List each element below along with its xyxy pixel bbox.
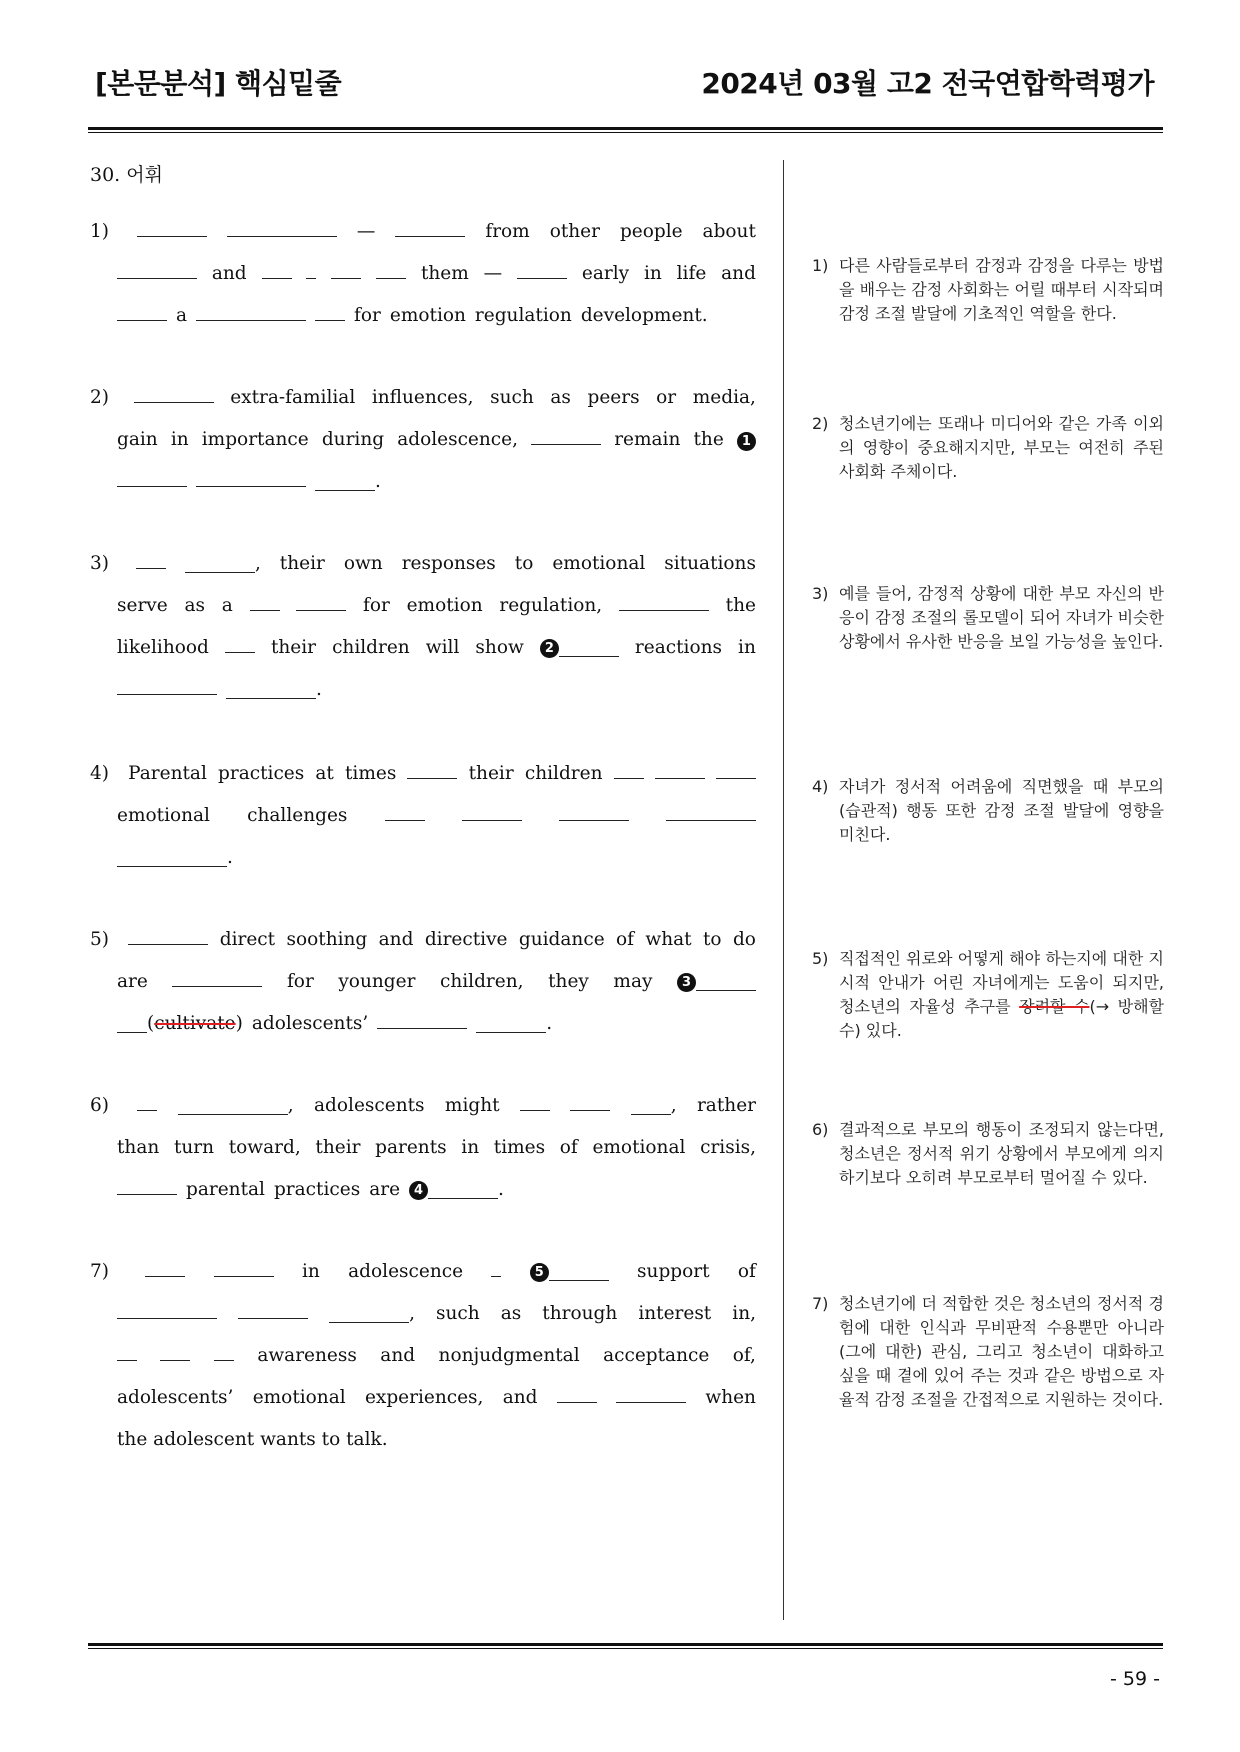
word: children, <box>439 971 524 992</box>
item-number: 1) <box>90 221 109 242</box>
word: the <box>725 595 756 616</box>
word: experiences, <box>364 1387 484 1408</box>
word: children <box>524 763 603 784</box>
word: media, <box>692 387 756 408</box>
fill-in-blank[interactable] <box>137 1092 157 1112</box>
word: . <box>316 679 322 700</box>
question-line <box>90 961 756 1003</box>
footer-rule-thick <box>88 1643 1163 1646</box>
word: them <box>420 263 469 284</box>
header-right-title: 2024년 03월 고2 전국연합학력평가 <box>701 67 1154 100</box>
header-left-title: [본문분석] 핵심밑줄 <box>95 67 342 100</box>
word: regulation <box>474 305 572 326</box>
circled-number-icon: 2 <box>540 639 559 658</box>
translation-number: 6) <box>812 1120 829 1139</box>
word: practices <box>218 763 305 784</box>
word: early <box>581 263 630 284</box>
translation-item <box>812 582 1164 654</box>
word: extra-familial <box>230 387 356 408</box>
translation-number: 7) <box>812 1294 829 1313</box>
question-line <box>90 627 756 669</box>
word: for <box>286 971 314 992</box>
word: the <box>693 429 724 450</box>
word: are <box>369 1179 401 1200</box>
question-line <box>90 1419 756 1461</box>
word: for <box>363 595 390 616</box>
translation-item <box>812 1292 1164 1412</box>
word: development. <box>580 305 708 326</box>
question-line <box>90 795 756 837</box>
word: do <box>732 929 756 950</box>
word: what <box>645 929 692 950</box>
fill-in-blank[interactable] <box>616 1384 686 1404</box>
fill-in-blank[interactable] <box>520 1092 550 1112</box>
word: to <box>514 553 534 574</box>
translation-text: 직접적인 위로와 어떻게 해야 하는지에 대한 지시적 안내가 어린 자녀에게는 도움이 되지만, 청소년의 자율성 추구를 장려할 수(→ 방해할 수) 있다. <box>839 949 1164 1040</box>
word: when <box>705 1387 756 1408</box>
word: to <box>703 929 722 950</box>
word: might <box>444 1095 500 1116</box>
fill-in-blank[interactable] <box>315 472 375 492</box>
fill-in-blank[interactable] <box>136 550 166 570</box>
fill-in-blank[interactable] <box>549 1262 609 1282</box>
translation-number: 5) <box>812 949 829 968</box>
fill-in-blank[interactable] <box>696 972 756 992</box>
word: serve <box>117 595 168 616</box>
word: in <box>461 1137 480 1158</box>
word: . <box>498 1179 504 1200</box>
fill-in-blank[interactable] <box>117 260 197 280</box>
word: their <box>270 637 317 658</box>
word: awareness <box>257 1345 357 1366</box>
word: adolescence, <box>397 429 518 450</box>
word: rather <box>696 1095 756 1116</box>
fill-in-blank[interactable] <box>376 260 406 280</box>
word: such <box>435 1303 480 1324</box>
word: and <box>380 1345 416 1366</box>
question-line <box>90 295 756 337</box>
word: as <box>550 387 571 408</box>
word: , <box>670 1095 677 1116</box>
translation-text: 결과적으로 부모의 행동이 조정되지 않는다면, 청소년은 정서적 위기 상황에서 부모에게 의지하기보다 오히려 부모로부터 멀어질 수 있다. <box>839 1120 1164 1187</box>
word: show <box>475 637 524 658</box>
word: people <box>619 221 683 242</box>
circled-number-icon: 5 <box>530 1263 549 1282</box>
fill-in-blank[interactable] <box>172 968 262 988</box>
fill-in-blank[interactable] <box>559 802 629 822</box>
question-line <box>90 1003 756 1045</box>
word: through <box>542 1303 618 1324</box>
fill-in-blank[interactable] <box>225 634 255 654</box>
fill-in-blank[interactable] <box>185 554 255 574</box>
circled-number-icon: 4 <box>409 1181 428 1200</box>
header-rule-thick <box>88 127 1163 130</box>
question-line <box>90 1335 756 1377</box>
word: reactions <box>634 637 722 658</box>
word: a <box>176 305 188 326</box>
word: younger <box>338 971 416 992</box>
fill-in-blank[interactable] <box>250 592 280 612</box>
fill-in-blank[interactable] <box>117 676 217 696</box>
word: the adolescent wants to talk. <box>117 1429 388 1450</box>
word: their <box>468 763 514 784</box>
question-line <box>90 543 756 585</box>
word: emotional <box>252 1387 346 1408</box>
fill-in-blank[interactable] <box>385 802 425 822</box>
word: peers <box>587 387 640 408</box>
word: crisis, <box>700 1137 756 1158</box>
word: in <box>301 1261 320 1282</box>
word: of <box>559 1137 578 1158</box>
fill-in-blank[interactable] <box>117 468 187 488</box>
fill-in-blank[interactable] <box>117 1300 217 1320</box>
fill-in-blank[interactable] <box>428 1180 498 1200</box>
word: life <box>676 263 707 284</box>
header-rule-thin <box>88 132 1163 133</box>
word: acceptance <box>603 1345 710 1366</box>
item-number: 2) <box>90 387 109 408</box>
word: times <box>345 763 397 784</box>
word: emotional <box>117 805 210 826</box>
translation-item <box>812 947 1164 1043</box>
word: adolescents <box>314 1095 425 1116</box>
word: own <box>343 553 383 574</box>
word: and <box>502 1387 538 1408</box>
word: importance <box>201 429 309 450</box>
word: . <box>227 847 233 868</box>
translation-item <box>812 412 1164 484</box>
word: children <box>332 637 410 658</box>
fill-in-blank[interactable] <box>666 802 756 822</box>
word: in, <box>732 1303 756 1324</box>
word: in <box>170 429 189 450</box>
column-divider <box>783 160 784 1620</box>
word: practices <box>273 1179 361 1200</box>
word: or <box>656 387 677 408</box>
translation-item <box>812 775 1164 847</box>
translation-text: 청소년기에 더 적합한 것은 청소년의 정서적 경험에 대한 인식과 무비판적 수용뿐만 아니라 (그에 대한) 관심, 그리고 청소년이 대화하고 싶을 때 곁에 있어 주는 것과 같은 방법으로 자율적 감정 조절을 간접적으로 지원하는 것이다. <box>839 1294 1164 1409</box>
translation-text: 예를 들어, 감정적 상황에 대한 부모 자신의 반응이 감정 조절의 롤모델이 되어 자녀가 비슷한 상황에서 유사한 반응을 보일 가능성을 높인다. <box>839 584 1164 651</box>
word: Parental <box>128 763 207 784</box>
fill-in-blank[interactable] <box>196 302 306 322</box>
question-line <box>90 1085 756 1127</box>
fill-in-blank[interactable] <box>395 218 465 238</box>
word: parental <box>186 1179 265 1200</box>
fill-in-blank[interactable] <box>117 1014 147 1034</box>
word: as <box>500 1303 522 1324</box>
fill-in-blank[interactable] <box>117 302 167 322</box>
word: — <box>356 221 376 242</box>
fill-in-blank[interactable] <box>214 1258 274 1278</box>
fill-in-blank[interactable] <box>462 802 522 822</box>
word: during <box>321 429 385 450</box>
circled-number-icon: 3 <box>677 973 696 992</box>
word: parents <box>375 1137 447 1158</box>
word: about <box>702 221 756 242</box>
fill-in-blank[interactable] <box>262 260 292 280</box>
fill-in-blank[interactable] <box>329 1304 409 1324</box>
fill-in-blank[interactable] <box>214 1342 234 1362</box>
word: their <box>315 1137 361 1158</box>
word: emotion <box>389 305 466 326</box>
question-line <box>90 253 756 295</box>
fill-in-blank[interactable] <box>315 302 345 322</box>
word: likelihood <box>117 637 209 658</box>
word: , <box>409 1303 415 1324</box>
word: adolescents’ <box>251 1013 369 1034</box>
fill-in-blank[interactable] <box>559 638 619 658</box>
question-item <box>90 753 756 879</box>
question-line <box>90 669 756 711</box>
word: guidance <box>518 929 605 950</box>
word: influences, <box>371 387 474 408</box>
word: gain <box>117 429 158 450</box>
word: adolescence <box>348 1261 464 1282</box>
fill-in-blank[interactable] <box>476 1014 546 1034</box>
fill-in-blank[interactable] <box>716 760 756 780</box>
word: . <box>546 1013 553 1034</box>
fill-in-blank[interactable] <box>407 760 457 780</box>
fill-in-blank[interactable] <box>226 680 316 700</box>
fill-in-blank[interactable] <box>296 592 346 612</box>
struck-word: (cultivate) <box>147 1013 243 1034</box>
word: times <box>493 1137 546 1158</box>
word: may <box>613 971 653 992</box>
word: — <box>483 263 503 284</box>
question-line <box>90 461 756 503</box>
question-line <box>90 1377 756 1419</box>
fill-in-blank[interactable] <box>619 592 709 612</box>
translation-number: 1) <box>812 256 829 275</box>
word: regulation, <box>499 595 603 616</box>
word: will <box>425 637 460 658</box>
footer-rule-thin <box>88 1648 1163 1649</box>
fill-in-blank[interactable] <box>655 760 705 780</box>
question-item <box>90 543 756 711</box>
word: in <box>738 637 756 658</box>
question-line <box>90 1169 756 1211</box>
question-line <box>90 1293 756 1335</box>
word: at <box>315 763 334 784</box>
word: of <box>737 1261 756 1282</box>
fill-in-blank[interactable] <box>160 1342 190 1362</box>
word: direct <box>219 929 276 950</box>
word: , <box>287 1095 294 1116</box>
fill-in-blank[interactable] <box>491 1258 501 1278</box>
fill-in-blank[interactable] <box>117 1342 137 1362</box>
fill-in-blank[interactable] <box>196 468 306 488</box>
question-line <box>90 837 756 879</box>
word: other <box>549 221 600 242</box>
page-number: - 59 - <box>1110 1668 1160 1690</box>
word: situations <box>664 553 756 574</box>
word: and <box>378 929 414 950</box>
word: they <box>548 971 589 992</box>
section-title: 30. 어휘 <box>90 164 163 186</box>
translation-number: 4) <box>812 777 829 796</box>
fill-in-blank[interactable] <box>531 426 601 446</box>
struck-translation: 장려할 수 <box>1019 997 1090 1016</box>
word: directive <box>424 929 508 950</box>
fill-in-blank[interactable] <box>178 1096 288 1116</box>
fill-in-blank[interactable] <box>631 1096 671 1116</box>
word: support <box>637 1261 710 1282</box>
word: nonjudgmental <box>438 1345 580 1366</box>
item-number: 4) <box>90 763 109 784</box>
translation-item <box>812 1118 1164 1190</box>
word: challenges <box>247 805 348 826</box>
fill-in-blank[interactable] <box>137 218 207 238</box>
translation-number: 2) <box>812 414 829 433</box>
fill-in-blank[interactable] <box>128 926 208 946</box>
word: and <box>211 263 247 284</box>
question-line <box>90 1127 756 1169</box>
word: are <box>117 971 148 992</box>
word: of <box>616 929 635 950</box>
translation-text: 다른 사람들로부터 감정과 감정을 다루는 방법을 배우는 감정 사회화는 어릴 때부터 시작되며 감정 조절 발달에 기초적인 역할을 한다. <box>839 256 1164 323</box>
fill-in-blank[interactable] <box>306 260 316 280</box>
fill-in-blank[interactable] <box>517 260 567 280</box>
word: a <box>221 595 233 616</box>
fill-in-blank[interactable] <box>117 1176 177 1196</box>
word: and <box>721 263 756 284</box>
item-number: 3) <box>90 553 109 574</box>
fill-in-blank[interactable] <box>557 1384 597 1404</box>
item-number: 7) <box>90 1261 109 1282</box>
translation-text: 청소년기에는 또래나 미디어와 같은 가족 이외의 영향이 중요해지지만, 부모는 여전히 주된 사회화 주체이다. <box>839 414 1164 481</box>
word: emotion <box>406 595 483 616</box>
question-line <box>90 377 756 419</box>
word: toward, <box>228 1137 301 1158</box>
word: from <box>485 221 530 242</box>
word: than <box>117 1137 160 1158</box>
fill-in-blank[interactable] <box>570 1092 610 1112</box>
word: for <box>354 305 381 326</box>
word: responses <box>401 553 496 574</box>
question-item <box>90 377 756 503</box>
word: of, <box>732 1345 756 1366</box>
item-number: 5) <box>90 929 109 950</box>
question-line <box>90 419 756 461</box>
word: soothing <box>286 929 368 950</box>
question-line <box>90 753 756 795</box>
word: such <box>490 387 534 408</box>
fill-in-blank[interactable] <box>134 384 214 404</box>
word: adolescents’ <box>117 1387 234 1408</box>
word: interest <box>638 1303 712 1324</box>
fill-in-blank[interactable] <box>377 1010 467 1030</box>
question-item <box>90 1251 756 1461</box>
question-line <box>90 1251 756 1293</box>
fill-in-blank[interactable] <box>614 760 644 780</box>
fill-in-blank[interactable] <box>331 260 361 280</box>
word: turn <box>173 1137 215 1158</box>
word: emotional <box>552 553 646 574</box>
question-line <box>90 211 756 253</box>
item-number: 6) <box>90 1095 109 1116</box>
word: . <box>375 471 381 492</box>
fill-in-blank[interactable] <box>238 1300 308 1320</box>
question-item <box>90 919 756 1045</box>
question-line <box>90 919 756 961</box>
word: in <box>643 263 662 284</box>
word: remain <box>614 429 681 450</box>
fill-in-blank[interactable] <box>117 848 227 868</box>
question-line <box>90 585 756 627</box>
translation-item <box>812 254 1164 326</box>
translation-number: 3) <box>812 584 829 603</box>
translation-text: 자녀가 정서적 어려움에 직면했을 때 부모의 (습관적) 행동 또한 감정 조절 발달에 영향을 미친다. <box>839 777 1164 844</box>
fill-in-blank[interactable] <box>227 218 337 238</box>
question-item <box>90 211 756 337</box>
word: their <box>279 553 325 574</box>
question-item <box>90 1085 756 1211</box>
circled-number-icon: 1 <box>737 432 756 451</box>
fill-in-blank[interactable] <box>145 1258 185 1278</box>
word: as <box>184 595 205 616</box>
word: , <box>254 553 261 574</box>
word: emotional <box>592 1137 686 1158</box>
